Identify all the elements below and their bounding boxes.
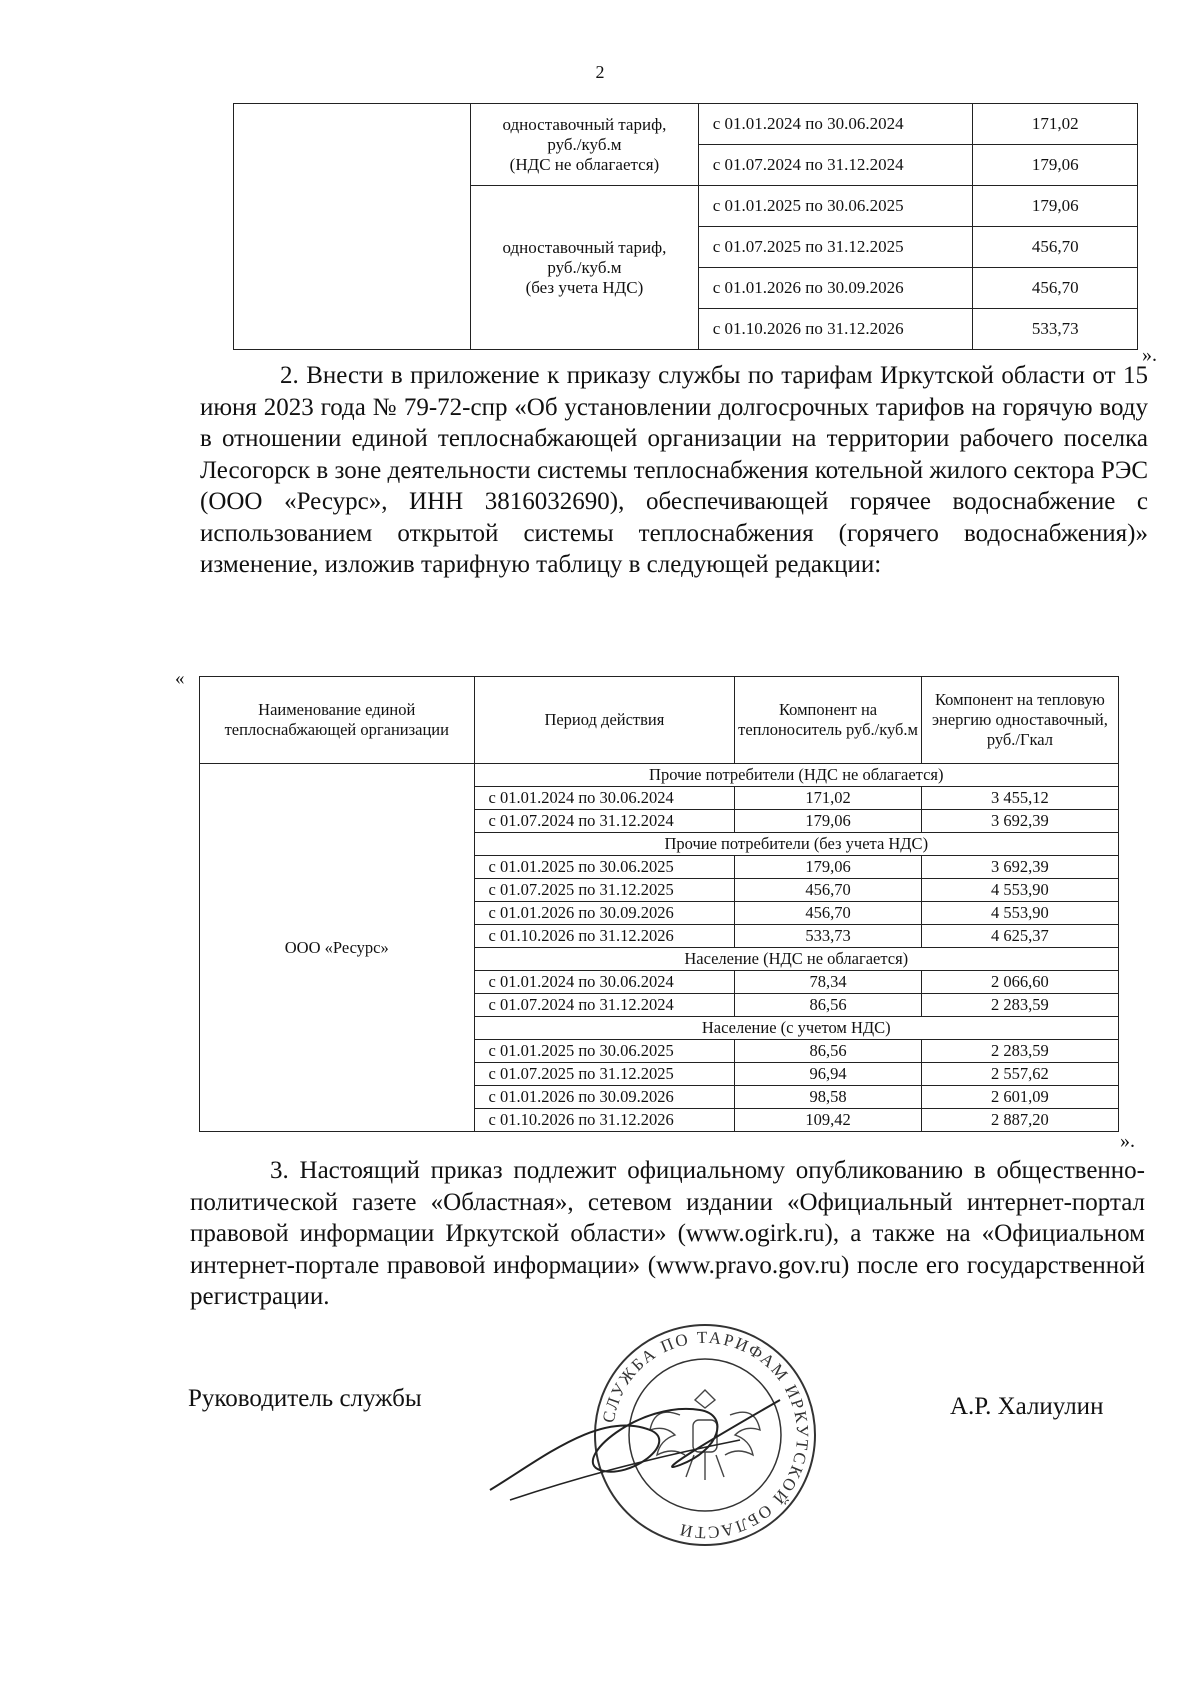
group-title: Население (НДС не облагается) — [474, 948, 1118, 971]
tariff-type-cell — [471, 104, 699, 186]
group-title: Население (с учетом НДС) — [474, 1017, 1118, 1040]
tariff-value-cell: 171,02 — [973, 104, 1138, 145]
energy-value-cell: 2 887,20 — [921, 1109, 1118, 1132]
tariff-type-line: (без учета НДС) — [525, 277, 644, 297]
tariff-type-cell — [471, 186, 699, 350]
table-header-row — [200, 677, 1119, 764]
energy-value-cell: 2 283,59 — [921, 994, 1118, 1017]
period-cell: с 01.01.2026 по 30.09.2026 — [474, 1086, 735, 1109]
period-cell: с 01.07.2025 по 31.12.2025 — [474, 1063, 735, 1086]
tariff-type-line: одноставочный тариф, — [502, 114, 667, 134]
header-energy: Компонент на тепловую энергию одноставочный, руб./Гкал — [921, 677, 1118, 764]
energy-value-cell: 3 692,39 — [921, 856, 1118, 879]
tariff-type-line: руб./куб.м — [547, 257, 622, 277]
period-cell: с 01.07.2024 по 31.12.2024 — [474, 994, 735, 1017]
paragraph-2: 2. Внести в приложение к приказу службы по тарифам Иркутской области от 15 июня 2023 года № 79-72-спр «Об установлении долгосрочных тарифов на горячую воду в отношении единой теплоснабжающей организации на территории рабочего поселка Лесогорск в зоне деятельности системы теплоснабжения котельной жилого сектора РЭС (ООО «Ресурс», ИНН 3816032690), обеспечивающей горячее водоснабжение с использованием открытой системы теплоснабжения (горячего водоснабжения)» изменение, изложив тарифную таблицу в следующей редакции: — [200, 362, 1148, 578]
tariff-table-continuation — [233, 103, 1138, 350]
carrier-value-cell: 179,06 — [735, 856, 922, 879]
tariff-value-cell: 533,73 — [973, 309, 1138, 350]
signatory-name: А.Р. Халиулин — [950, 1393, 1104, 1420]
energy-value-cell: 3 455,12 — [921, 787, 1118, 810]
period-cell: с 01.10.2026 по 31.12.2026 — [474, 925, 735, 948]
table2-closing-mark: ». — [1120, 1130, 1135, 1152]
carrier-value-cell: 171,02 — [735, 787, 922, 810]
carrier-value-cell: 456,70 — [735, 902, 922, 925]
page-number: 2 — [595, 62, 605, 82]
period-cell: с 01.10.2026 по 31.12.2026 — [474, 1109, 735, 1132]
header-organization: Наименование единой теплоснабжающей организации — [200, 677, 475, 764]
period-cell: с 01.01.2024 по 30.06.2024 — [474, 971, 735, 994]
tariff-table — [199, 676, 1119, 1132]
period-cell: с 01.01.2025 по 30.06.2025 — [474, 856, 735, 879]
paragraph-3: 3. Настоящий приказ подлежит официальному опубликованию в общественно-политической газете «Областная», сетевом издании «Официальный интернет-портал правовой информации Иркутской области» (www.ogirk.ru), а также на «Официальном интернет-портале правовой информации» (www.pravo.gov.ru) после его государственной регистрации. — [190, 1157, 1145, 1310]
carrier-value-cell: 456,70 — [735, 879, 922, 902]
group-title: Прочие потребители (без учета НДС) — [474, 833, 1118, 856]
handwritten-signature — [480, 1370, 800, 1520]
signatory-title: Руководитель службы — [188, 1385, 422, 1412]
energy-value-cell: 2 283,59 — [921, 1040, 1118, 1063]
header-carrier: Компонент на теплоноситель руб./куб.м — [735, 677, 922, 764]
period-cell: с 01.07.2025 по 31.12.2025 — [698, 227, 973, 268]
carrier-value-cell: 86,56 — [735, 1040, 922, 1063]
period-cell: с 01.01.2024 по 30.06.2024 — [474, 787, 735, 810]
group-title: Прочие потребители (НДС не облагается) — [474, 764, 1118, 787]
tariff-type-line: руб./куб.м — [547, 134, 622, 154]
period-cell: с 01.10.2026 по 31.12.2026 — [698, 309, 973, 350]
tariff-type-line: (НДС не облагается) — [509, 154, 660, 174]
tariff-value-cell: 179,06 — [973, 145, 1138, 186]
seal-text: СЛУЖБА ПО ТАРИФАМ ИРКУТСКОЙ ОБЛАСТИ — [598, 1327, 813, 1543]
period-cell: с 01.07.2024 по 31.12.2024 — [474, 810, 735, 833]
carrier-value-cell: 86,56 — [735, 994, 922, 1017]
table-row — [234, 104, 1138, 145]
energy-value-cell: 3 692,39 — [921, 810, 1118, 833]
energy-value-cell: 2 601,09 — [921, 1086, 1118, 1109]
organization-cell-empty — [234, 104, 471, 350]
table2-opening-mark: « — [175, 668, 185, 689]
group-title-row — [200, 764, 1119, 787]
tariff-value-cell: 456,70 — [973, 227, 1138, 268]
carrier-value-cell: 78,34 — [735, 971, 922, 994]
tariff-value-cell: 456,70 — [973, 268, 1138, 309]
period-cell: с 01.01.2025 по 30.06.2025 — [474, 1040, 735, 1063]
carrier-value-cell: 98,58 — [735, 1086, 922, 1109]
tariff-type-line: одноставочный тариф, — [502, 237, 667, 257]
tariff-value-cell: 179,06 — [973, 186, 1138, 227]
energy-value-cell: 4 625,37 — [921, 925, 1118, 948]
period-cell: с 01.01.2025 по 30.06.2025 — [698, 186, 973, 227]
period-cell: с 01.01.2024 по 30.06.2024 — [698, 104, 973, 145]
carrier-value-cell: 96,94 — [735, 1063, 922, 1086]
energy-value-cell: 4 553,90 — [921, 879, 1118, 902]
carrier-value-cell: 533,73 — [735, 925, 922, 948]
period-cell: с 01.01.2026 по 30.09.2026 — [474, 902, 735, 925]
carrier-value-cell: 109,42 — [735, 1109, 922, 1132]
period-cell: с 01.01.2026 по 30.09.2026 — [698, 268, 973, 309]
carrier-value-cell: 179,06 — [735, 810, 922, 833]
period-cell: с 01.07.2024 по 31.12.2024 — [698, 145, 973, 186]
table1-closing-mark: ». — [1142, 344, 1157, 366]
energy-value-cell: 4 553,90 — [921, 902, 1118, 925]
organization-cell: ООО «Ресурс» — [200, 764, 475, 1132]
header-period: Период действия — [474, 677, 735, 764]
energy-value-cell: 2 066,60 — [921, 971, 1118, 994]
energy-value-cell: 2 557,62 — [921, 1063, 1118, 1086]
period-cell: с 01.07.2025 по 31.12.2025 — [474, 879, 735, 902]
